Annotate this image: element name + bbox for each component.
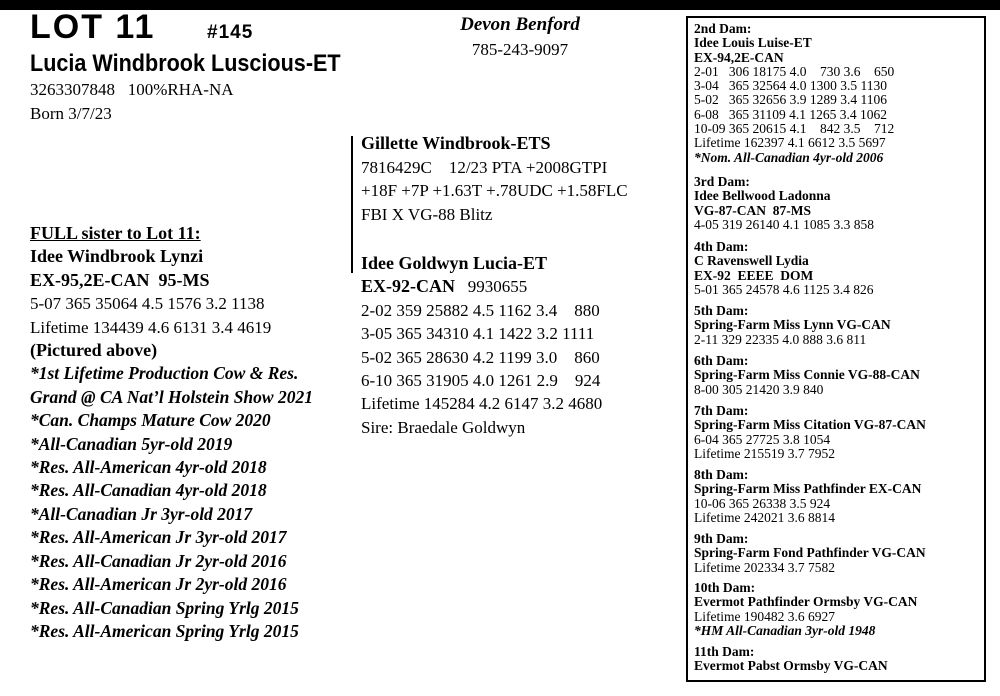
- consignor-name: Devon Benford: [460, 14, 580, 35]
- record: 6-04 365 27725 3.8 1054: [694, 431, 831, 447]
- award-line: *Res. All-American 4yr-old 2018: [30, 457, 267, 478]
- sister-pictured-note: (Pictured above): [30, 340, 158, 361]
- record: 3-04 365 32564 4.0 1300 3.5 1130: [694, 78, 887, 94]
- dam-sire: Sire: Braedale Goldwyn: [361, 417, 526, 437]
- dam-record: 3-05 365 34310 4.1 1422 3.2 1111: [361, 324, 595, 344]
- dam-block: [361, 252, 602, 439]
- dam-name: Spring-Farm Miss Lynn VG-CAN: [694, 317, 891, 333]
- generation-label: 2nd Dam:: [694, 21, 752, 36]
- dam-name: Spring-Farm Miss Pathfinder EX-CAN: [694, 481, 922, 497]
- record: 5-01 365 24578 4.6 1125 3.4 826: [694, 281, 874, 297]
- generation-label: 9th Dam:: [694, 531, 749, 546]
- dam-name: Idee Bellwood Ladonna: [694, 188, 831, 204]
- dam-name: Evermot Pabst Ormsby VG-CAN: [694, 658, 888, 674]
- generation-label: 10th Dam:: [694, 580, 756, 595]
- award: *HM All-Canadian 3yr-old 1948: [694, 622, 876, 638]
- generation-label: 6th Dam:: [694, 353, 749, 368]
- registration-line: 3263307848 100%RHA-NA: [30, 80, 234, 99]
- award-line: *Res. All-American Spring Yrlg 2015: [30, 620, 299, 641]
- dam-classification: EX-92-CAN: [361, 276, 455, 297]
- second-dam: [694, 22, 984, 165]
- award-line: *Can. Champs Mature Cow 2020: [30, 410, 271, 431]
- record: 10-09 365 20615 4.1 842 3.5 712: [694, 121, 895, 137]
- dam-name: C Ravenswell Lydia: [694, 253, 809, 269]
- sister-name: Idee Windbrook Lynzi: [30, 246, 204, 267]
- award-line: *Res. All-Canadian Spring Yrlg 2015: [30, 597, 299, 618]
- generation-label: 5th Dam:: [694, 303, 749, 318]
- record: 2-01 306 18175 4.0 730 3.6 650: [694, 63, 895, 79]
- dam-name: Spring-Farm Fond Pathfinder VG-CAN: [694, 545, 926, 561]
- award-line: *Res. All-Canadian 4yr-old 2018: [30, 480, 267, 501]
- tenth-dam: [694, 581, 984, 638]
- award-line: *All-Canadian Jr 3yr-old 2017: [30, 503, 253, 524]
- dam-record: 2-02 359 25882 4.5 1162 3.4 880: [361, 300, 600, 320]
- award-line: Grand @ CA Nat’l Holstein Show 2021: [30, 386, 313, 407]
- dam-classification: EX-94,2E-CAN: [694, 49, 784, 65]
- dam-reg: 9930655: [467, 277, 528, 297]
- dam-record: 6-10 365 31905 4.0 1261 2.9 924: [361, 371, 601, 391]
- third-dam: [694, 175, 984, 232]
- sister-classification: EX-95,2E-CAN 95-MS: [30, 269, 210, 290]
- sire-block: [361, 132, 628, 226]
- award: *Nom. All-Canadian 4yr-old 2006: [694, 149, 884, 165]
- sister-lifetime: Lifetime 134439 4.6 6131 3.4 4619: [30, 317, 272, 337]
- pedigree-box: [686, 16, 986, 682]
- award-line: *Res. All-American Jr 2yr-old 2016: [30, 574, 287, 595]
- lifetime: Lifetime 162397 4.1 6612 3.5 5697: [694, 135, 886, 151]
- lifetime: Lifetime 242021 3.6 8814: [694, 509, 835, 525]
- generation-label: 8th Dam:: [694, 467, 749, 482]
- dam-name: Idee Louis Luise-ET: [694, 35, 812, 51]
- ninth-dam: [694, 532, 984, 575]
- sire-line: FBI X VG-88 Blitz: [361, 204, 493, 224]
- dam-name: Spring-Farm Miss Citation VG-87-CAN: [694, 417, 926, 433]
- fifth-dam: [694, 304, 984, 347]
- record: 10-06 365 26338 3.5 924: [694, 495, 831, 511]
- lifetime: Lifetime 190482 3.6 6927: [694, 608, 835, 624]
- sister-block: [30, 222, 355, 643]
- dam-classification-line: [361, 275, 602, 298]
- sire-name: Gillette Windbrook-ETS: [361, 133, 551, 153]
- consignor-phone: 785-243-9097: [471, 40, 569, 59]
- record: 5-02 365 32656 3.9 1289 3.4 1106: [694, 92, 887, 108]
- sire-line: 7816429C 12/23 PTA +2008GTPI: [361, 157, 608, 177]
- award-line: *Res. All-Canadian Jr 2yr-old 2016: [30, 550, 287, 571]
- dam-name: Evermot Pathfinder Ormsby VG-CAN: [694, 594, 918, 610]
- generation-label: 7th Dam:: [694, 403, 749, 418]
- record: 8-00 305 21420 3.9 840: [694, 381, 824, 397]
- record: 6-08 365 31109 4.1 1265 3.4 1062: [694, 106, 887, 122]
- fourth-dam: [694, 240, 984, 297]
- birth-date: Born 3/7/23: [30, 104, 112, 123]
- dam-classification: EX-92 EEEE DOM: [694, 267, 814, 283]
- sixth-dam: [694, 354, 984, 397]
- sire-line: +18F +7P +1.63T +.78UDC +1.58FLC: [361, 181, 628, 200]
- generation-label: 3rd Dam:: [694, 174, 750, 189]
- lifetime: Lifetime 215519 3.7 7952: [694, 445, 835, 461]
- lot-title: LOT 11: [30, 8, 156, 46]
- dam-lifetime: Lifetime 145284 4.2 6147 3.2 4680: [361, 394, 603, 414]
- eleventh-dam: [694, 645, 984, 674]
- dam-record: 5-02 365 28630 4.2 1199 3.0 860: [361, 347, 600, 367]
- lifetime: Lifetime 202334 3.7 7582: [694, 559, 835, 575]
- animal-name: Lucia Windbrook Luscious-ET: [30, 50, 341, 77]
- eighth-dam: [694, 468, 984, 525]
- dam-classification: VG-87-CAN 87-MS: [694, 202, 811, 218]
- lot-number: #145: [207, 22, 254, 43]
- sister-record: 5-07 365 35064 4.5 1576 3.2 1138: [30, 294, 265, 314]
- dam-name: Spring-Farm Miss Connie VG-88-CAN: [694, 367, 920, 383]
- award-line: *All-Canadian 5yr-old 2019: [30, 433, 233, 454]
- seventh-dam: [694, 404, 984, 461]
- award-line: *Res. All-American Jr 3yr-old 2017: [30, 527, 287, 548]
- dam-name: Idee Goldwyn Lucia-ET: [361, 253, 548, 273]
- record: 2-11 329 22335 4.0 888 3.6 811: [694, 331, 867, 347]
- record: 4-05 319 26140 4.1 1085 3.3 858: [694, 216, 874, 232]
- generation-label: 4th Dam:: [694, 239, 749, 254]
- generation-label: 11th Dam:: [694, 644, 755, 659]
- sister-heading: FULL sister to Lot 11:: [30, 223, 201, 243]
- award-line: *1st Lifetime Production Cow & Res.: [30, 363, 299, 384]
